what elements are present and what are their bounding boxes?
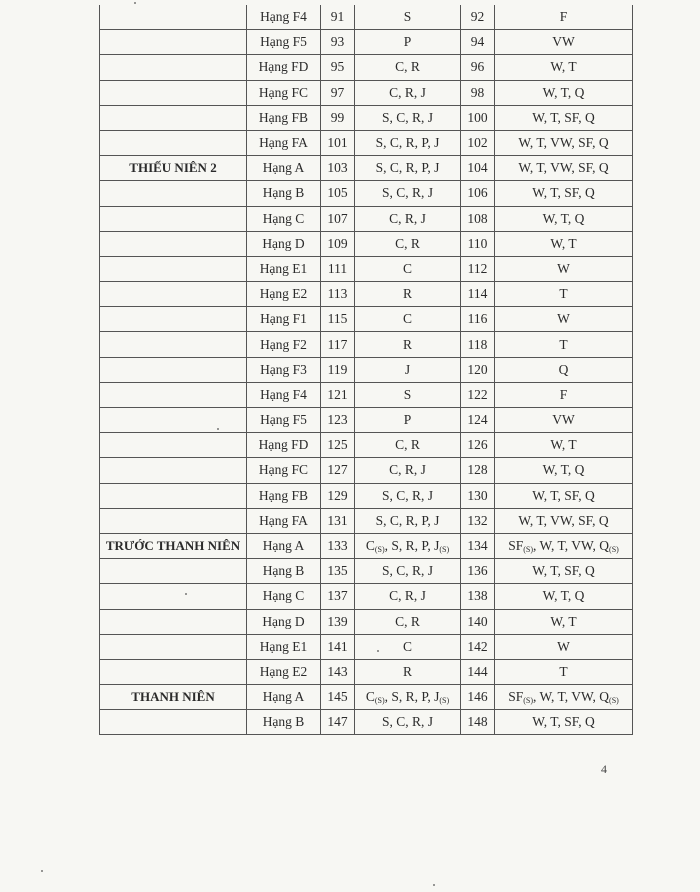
number-cell-1: 127 xyxy=(321,458,355,483)
number-cell-1: 95 xyxy=(321,55,355,80)
category-cell xyxy=(100,55,247,80)
number-cell-1: 101 xyxy=(321,130,355,155)
table-row xyxy=(100,659,633,684)
dances-cell-2: W, T, Q xyxy=(495,458,633,483)
level-cell: Hạng FA xyxy=(247,130,321,155)
cell-text-part: , W, T, VW, Q xyxy=(533,538,610,554)
level-cell: Hạng F5 xyxy=(247,30,321,55)
dances-cell-2 xyxy=(495,685,633,710)
dances-cell-2: W, T xyxy=(495,231,633,256)
dances-cell-1: P xyxy=(355,408,461,433)
number-cell-1: 125 xyxy=(321,433,355,458)
level-cell: Hạng FC xyxy=(247,458,321,483)
category-cell xyxy=(100,609,247,634)
dances-cell-1: S, C, R, J xyxy=(355,710,461,735)
level-cell: Hạng B xyxy=(247,181,321,206)
category-cell: TRƯỚC THANH NIÊN xyxy=(100,533,247,558)
category-cell xyxy=(100,332,247,357)
table-row xyxy=(100,508,633,533)
scan-speck xyxy=(185,593,187,595)
number-cell-2: 96 xyxy=(461,55,495,80)
number-cell-1: 133 xyxy=(321,533,355,558)
dances-cell-2: W, T, VW, SF, Q xyxy=(495,156,633,181)
number-cell-1: 93 xyxy=(321,30,355,55)
number-cell-1: 123 xyxy=(321,408,355,433)
number-cell-1: 91 xyxy=(321,5,355,30)
dances-cell-2: W, T, Q xyxy=(495,584,633,609)
number-cell-1: 117 xyxy=(321,332,355,357)
number-cell-2: 122 xyxy=(461,382,495,407)
table-body xyxy=(100,5,633,735)
table-row xyxy=(100,156,633,181)
number-cell-2: 120 xyxy=(461,357,495,382)
dances-cell-1: S, C, R, P, J xyxy=(355,508,461,533)
table-row xyxy=(100,206,633,231)
category-cell xyxy=(100,634,247,659)
dances-cell-1: S, C, R, J xyxy=(355,559,461,584)
table-row xyxy=(100,609,633,634)
number-cell-1: 113 xyxy=(321,282,355,307)
number-cell-2: 114 xyxy=(461,282,495,307)
dances-cell-1: P xyxy=(355,30,461,55)
level-cell: Hạng D xyxy=(247,231,321,256)
page-number: 4 xyxy=(601,762,607,776)
table-row xyxy=(100,634,633,659)
dances-cell-1: C xyxy=(355,256,461,281)
dances-cell-1: S, C, R, P, J xyxy=(355,130,461,155)
category-cell xyxy=(100,231,247,256)
dances-cell-1: C, R xyxy=(355,433,461,458)
level-cell: Hạng B xyxy=(247,559,321,584)
category-cell xyxy=(100,30,247,55)
number-cell-2: 106 xyxy=(461,181,495,206)
cell-text-part: SF xyxy=(508,689,524,705)
dances-cell-2: W, T, VW, SF, Q xyxy=(495,130,633,155)
dances-cell-2: W, T xyxy=(495,609,633,634)
number-cell-2: 138 xyxy=(461,584,495,609)
number-cell-1: 109 xyxy=(321,231,355,256)
level-cell: Hạng A xyxy=(247,533,321,558)
category-cell xyxy=(100,508,247,533)
number-cell-2: 118 xyxy=(461,332,495,357)
level-cell: Hạng F4 xyxy=(247,5,321,30)
dances-cell-2 xyxy=(495,533,633,558)
dances-cell-1: C xyxy=(355,634,461,659)
level-cell: Hạng D xyxy=(247,609,321,634)
category-cell xyxy=(100,559,247,584)
table-row xyxy=(100,559,633,584)
category-cell xyxy=(100,408,247,433)
dances-cell-2: W, T, VW, SF, Q xyxy=(495,508,633,533)
cell-text-part: , S, R, P, J xyxy=(384,689,440,705)
table-row xyxy=(100,282,633,307)
table-row xyxy=(100,130,633,155)
dances-cell-2: Q xyxy=(495,357,633,382)
number-cell-1: 103 xyxy=(321,156,355,181)
level-cell: Hạng B xyxy=(247,710,321,735)
number-cell-1: 97 xyxy=(321,80,355,105)
number-cell-1: 143 xyxy=(321,659,355,684)
dances-cell-2: W, T, Q xyxy=(495,206,633,231)
level-cell: Hạng F3 xyxy=(247,357,321,382)
number-cell-2: 104 xyxy=(461,156,495,181)
number-cell-2: 102 xyxy=(461,130,495,155)
category-cell xyxy=(100,5,247,30)
dances-cell-2: W, T, SF, Q xyxy=(495,483,633,508)
category-cell xyxy=(100,130,247,155)
number-cell-1: 147 xyxy=(321,710,355,735)
level-cell: Hạng C xyxy=(247,206,321,231)
dances-cell-1: S, C, R, P, J xyxy=(355,156,461,181)
level-cell: Hạng E2 xyxy=(247,282,321,307)
category-cell xyxy=(100,483,247,508)
category-cell xyxy=(100,659,247,684)
dances-cell-2: T xyxy=(495,332,633,357)
category-cell xyxy=(100,382,247,407)
dances-cell-1: J xyxy=(355,357,461,382)
dances-cell-2: W xyxy=(495,634,633,659)
table-row xyxy=(100,55,633,80)
dances-cell-1: C, R xyxy=(355,609,461,634)
category-cell xyxy=(100,307,247,332)
subscript-text: (S) xyxy=(609,545,619,555)
number-cell-2: 144 xyxy=(461,659,495,684)
number-cell-2: 128 xyxy=(461,458,495,483)
table-row xyxy=(100,231,633,256)
cell-text-part: C xyxy=(365,689,375,705)
dances-cell-1: S xyxy=(355,5,461,30)
number-cell-2: 148 xyxy=(461,710,495,735)
number-cell-1: 107 xyxy=(321,206,355,231)
table-row xyxy=(100,357,633,382)
dances-cell-2: W xyxy=(495,307,633,332)
subscript-text: (S) xyxy=(439,696,450,706)
level-cell: Hạng A xyxy=(247,685,321,710)
category-cell xyxy=(100,282,247,307)
dances-cell-1: R xyxy=(355,659,461,684)
number-cell-1: 135 xyxy=(321,559,355,584)
table-row xyxy=(100,30,633,55)
category-cell xyxy=(100,710,247,735)
number-cell-2: 124 xyxy=(461,408,495,433)
dances-cell-1: C xyxy=(355,307,461,332)
number-cell-2: 92 xyxy=(461,5,495,30)
dances-cell-2: T xyxy=(495,282,633,307)
dances-cell-2: W, T, SF, Q xyxy=(495,559,633,584)
subscript-text: (S) xyxy=(609,696,619,706)
dances-cell-2: W, T, SF, Q xyxy=(495,710,633,735)
number-cell-1: 115 xyxy=(321,307,355,332)
dances-cell-1: C, R, J xyxy=(355,584,461,609)
number-cell-2: 142 xyxy=(461,634,495,659)
dances-cell-1: C, R xyxy=(355,231,461,256)
level-cell: Hạng C xyxy=(247,584,321,609)
level-cell: Hạng E1 xyxy=(247,634,321,659)
cell-text-part: SF xyxy=(508,538,524,554)
table-row xyxy=(100,256,633,281)
dances-cell-1: C, R, J xyxy=(355,80,461,105)
level-cell: Hạng FB xyxy=(247,483,321,508)
subscript-text: (S) xyxy=(439,545,450,555)
dances-cell-2: F xyxy=(495,5,633,30)
subscript-text: (S) xyxy=(374,545,385,555)
scan-speck xyxy=(134,2,136,4)
number-cell-1: 99 xyxy=(321,105,355,130)
scan-speck xyxy=(41,870,43,872)
subscript-text: (S) xyxy=(523,696,533,706)
number-cell-2: 94 xyxy=(461,30,495,55)
number-cell-2: 140 xyxy=(461,609,495,634)
dances-cell-1: C, R, J xyxy=(355,458,461,483)
category-cell: THIẾU NIÊN 2 xyxy=(100,156,247,181)
number-cell-2: 108 xyxy=(461,206,495,231)
number-cell-2: 98 xyxy=(461,80,495,105)
number-cell-1: 137 xyxy=(321,584,355,609)
dances-cell-1: S, C, R, J xyxy=(355,483,461,508)
level-cell: Hạng FB xyxy=(247,105,321,130)
table-row xyxy=(100,5,633,30)
level-cell: Hạng FD xyxy=(247,55,321,80)
number-cell-2: 112 xyxy=(461,256,495,281)
table-row xyxy=(100,105,633,130)
table-row xyxy=(100,584,633,609)
dances-cell-2: F xyxy=(495,382,633,407)
level-cell: Hạng FA xyxy=(247,508,321,533)
cell-text-part: C xyxy=(365,538,375,554)
number-cell-1: 141 xyxy=(321,634,355,659)
category-cell xyxy=(100,80,247,105)
number-cell-1: 105 xyxy=(321,181,355,206)
number-cell-1: 131 xyxy=(321,508,355,533)
level-cell: Hạng FC xyxy=(247,80,321,105)
dances-cell-2: W, T xyxy=(495,433,633,458)
dances-cell-2: T xyxy=(495,659,633,684)
level-cell: Hạng F5 xyxy=(247,408,321,433)
table-row xyxy=(100,685,633,710)
level-cell: Hạng F2 xyxy=(247,332,321,357)
number-cell-2: 110 xyxy=(461,231,495,256)
level-cell: Hạng FD xyxy=(247,433,321,458)
number-cell-1: 121 xyxy=(321,382,355,407)
dances-cell-1: S xyxy=(355,382,461,407)
dances-cell-1: C, R xyxy=(355,55,461,80)
table-row xyxy=(100,483,633,508)
table-row xyxy=(100,332,633,357)
dances-cell-2: W, T xyxy=(495,55,633,80)
dances-cell-1 xyxy=(355,685,461,710)
dances-cell-1: S, C, R, J xyxy=(355,105,461,130)
level-cell: Hạng F1 xyxy=(247,307,321,332)
level-cell: Hạng F4 xyxy=(247,382,321,407)
scan-speck xyxy=(377,650,379,652)
dances-cell-2: VW xyxy=(495,30,633,55)
scan-speck xyxy=(433,884,435,886)
table-row xyxy=(100,408,633,433)
dance-levels-table xyxy=(99,5,633,735)
table-row xyxy=(100,307,633,332)
number-cell-1: 119 xyxy=(321,357,355,382)
dances-cell-2: W xyxy=(495,256,633,281)
category-cell xyxy=(100,433,247,458)
number-cell-2: 132 xyxy=(461,508,495,533)
dances-cell-1: C, R, J xyxy=(355,206,461,231)
number-cell-1: 139 xyxy=(321,609,355,634)
dances-cell-1 xyxy=(355,533,461,558)
table-row xyxy=(100,533,633,558)
scan-speck xyxy=(217,428,219,430)
table-row xyxy=(100,710,633,735)
dances-cell-2: W, T, SF, Q xyxy=(495,105,633,130)
cell-text-part: , S, R, P, J xyxy=(384,538,440,554)
category-cell xyxy=(100,357,247,382)
number-cell-2: 136 xyxy=(461,559,495,584)
cell-text-part: , W, T, VW, Q xyxy=(533,689,610,705)
table-row xyxy=(100,382,633,407)
dances-cell-1: R xyxy=(355,282,461,307)
table-row xyxy=(100,80,633,105)
table-row xyxy=(100,433,633,458)
number-cell-2: 100 xyxy=(461,105,495,130)
category-cell xyxy=(100,458,247,483)
category-cell xyxy=(100,105,247,130)
number-cell-2: 146 xyxy=(461,685,495,710)
subscript-text: (S) xyxy=(523,545,533,555)
number-cell-2: 116 xyxy=(461,307,495,332)
number-cell-1: 145 xyxy=(321,685,355,710)
level-cell: Hạng E2 xyxy=(247,659,321,684)
table-row xyxy=(100,181,633,206)
number-cell-2: 134 xyxy=(461,533,495,558)
category-cell xyxy=(100,206,247,231)
dances-cell-2: W, T, SF, Q xyxy=(495,181,633,206)
category-cell xyxy=(100,181,247,206)
dances-cell-2: VW xyxy=(495,408,633,433)
number-cell-2: 130 xyxy=(461,483,495,508)
category-cell: THANH NIÊN xyxy=(100,685,247,710)
subscript-text: (S) xyxy=(374,696,385,706)
number-cell-1: 129 xyxy=(321,483,355,508)
category-cell xyxy=(100,584,247,609)
category-cell xyxy=(100,256,247,281)
level-cell: Hạng A xyxy=(247,156,321,181)
number-cell-2: 126 xyxy=(461,433,495,458)
number-cell-1: 111 xyxy=(321,256,355,281)
dances-cell-1: S, C, R, J xyxy=(355,181,461,206)
dances-cell-1: R xyxy=(355,332,461,357)
dances-cell-2: W, T, Q xyxy=(495,80,633,105)
table-row xyxy=(100,458,633,483)
level-cell: Hạng E1 xyxy=(247,256,321,281)
